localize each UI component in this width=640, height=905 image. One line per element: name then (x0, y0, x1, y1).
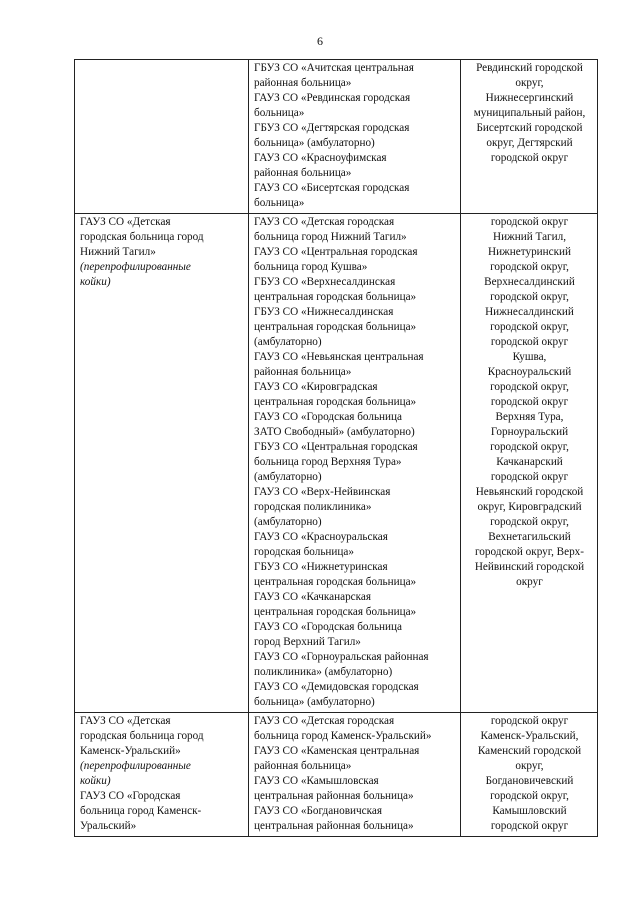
text-line: ГАУЗ СО «Детская (80, 715, 171, 727)
text-line: ГАУЗ СО «Камышловская (254, 775, 379, 787)
cell-attached-hospitals (249, 713, 461, 837)
text-line: Каменский городской (477, 745, 582, 757)
text-line: городская больница город (80, 730, 204, 742)
text-line: районная больница» (254, 77, 352, 89)
text-line: больница» (254, 107, 305, 119)
text-line: городской округ, (490, 441, 569, 453)
text-line: койки) (80, 775, 111, 787)
text-line: районная больница» (254, 760, 352, 772)
text-line: ГАУЗ СО «Богдановичская (254, 805, 382, 817)
text-line: ГАУЗ СО «Горноуральская районная (254, 651, 429, 663)
text-line: районная больница» (254, 167, 352, 179)
text-line: городской округ (490, 396, 569, 408)
text-line: Ревдинский городской (476, 62, 583, 74)
text-line: центральная городская больница» (254, 576, 417, 588)
text-line: ГАУЗ СО «Детская городская (254, 715, 395, 727)
text-line: городская поликлиника» (254, 501, 372, 513)
cell-receiving-hospital (75, 214, 249, 713)
text-line: городской округ, (490, 291, 569, 303)
text-line: округ, (515, 77, 544, 89)
text-line: больница город Каменск-Уральский» (254, 730, 432, 742)
text-line: Бисертский городской (476, 122, 583, 134)
text-line: ЗАТО Свободный» (амбулаторно) (254, 426, 415, 438)
text-line: Нижнесергинский (485, 92, 574, 104)
hospital-table (74, 59, 598, 837)
text-line: центральная городская больница» (254, 291, 417, 303)
text-line: городской округ (490, 820, 569, 832)
table-row (75, 713, 598, 837)
text-line: больница город Каменск- (80, 805, 202, 817)
text-line: Горноуральский (490, 426, 569, 438)
text-line: округ, Дегтярский (486, 137, 573, 149)
text-line: ГАУЗ СО «Городская больница (254, 411, 402, 423)
text-line: центральная районная больница» (254, 820, 414, 832)
text-line: (перепрофилированные (80, 261, 191, 273)
text-line: больница город Нижний Тагил» (254, 231, 407, 243)
text-line: городская больница» (254, 546, 354, 558)
text-line: городской округ, Верх- (475, 546, 584, 558)
text-line: ГАУЗ СО «Ревдинская городская (254, 92, 411, 104)
text-line: округ, (515, 760, 544, 772)
text-line: Невьянский городской (475, 486, 584, 498)
text-line: больница» (амбулаторно) (254, 696, 375, 708)
text-line: больница» (амбулаторно) (254, 137, 375, 149)
text-line: Нижнетуринский (487, 246, 572, 258)
cell-receiving-hospital (75, 60, 249, 214)
text-line: (амбулаторно) (254, 336, 322, 348)
text-line: ГАУЗ СО «Демидовская городская (254, 681, 419, 693)
text-line: Уральский» (80, 820, 137, 832)
text-line: Нижний Тагил» (80, 246, 156, 258)
text-line: ГБУЗ СО «Нижнесалдинская (254, 306, 394, 318)
table-row (75, 60, 598, 214)
table-row (75, 214, 598, 713)
text-line: Вехнетагильский (488, 531, 571, 543)
text-line: Верхняя Тура, (495, 411, 564, 423)
text-line: больница» (254, 197, 305, 209)
text-line: ГАУЗ СО «Невьянская центральная (254, 351, 424, 363)
text-line: городской округ, (490, 261, 569, 273)
text-line: центральная районная больница» (254, 790, 414, 802)
text-line: городской округ (490, 152, 569, 164)
text-line: больница город Кушва» (254, 261, 368, 273)
text-line: город Верхний Тагил» (254, 636, 361, 648)
text-line: ГАУЗ СО «Детская городская (254, 216, 395, 228)
text-line: ГАУЗ СО «Каменская центральная (254, 745, 420, 757)
text-line: Нейвинский городской (474, 561, 585, 573)
text-line: Нижний Тагил, (492, 231, 567, 243)
text-line: (амбулаторно) (254, 471, 322, 483)
cell-districts (461, 713, 598, 837)
text-line: Камышловский (492, 805, 567, 817)
text-line: городской округ (490, 471, 569, 483)
text-line: койки) (80, 276, 111, 288)
text-line: ГАУЗ СО «Верх-Нейвинская (254, 486, 391, 498)
text-line: ГАУЗ СО «Бисертская городская (254, 182, 410, 194)
page-number: 6 (317, 34, 323, 48)
text-line: Кушва, (512, 351, 547, 363)
text-line: ГАУЗ СО «Городская (80, 790, 181, 802)
text-line: Каменск-Уральский» (80, 745, 181, 757)
text-line: ГАУЗ СО «Кировградская (254, 381, 378, 393)
text-line: ГАУЗ СО «Красноуральская (254, 531, 388, 543)
text-line: Каменск-Уральский, (480, 730, 579, 742)
text-line: центральная городская больница» (254, 396, 417, 408)
text-line: районная больница» (254, 366, 352, 378)
cell-receiving-hospital (75, 713, 249, 837)
text-line: городской округ (490, 715, 569, 727)
text-line: округ (516, 576, 543, 588)
cell-districts (461, 60, 598, 214)
text-line: округ, Кировградский (477, 501, 582, 513)
text-line: Верхнесалдинский (484, 276, 575, 288)
text-line: ГБУЗ СО «Дегтярская городская (254, 122, 410, 134)
cell-attached-hospitals (249, 214, 461, 713)
text-line: ГАУЗ СО «Качканарская (254, 591, 372, 603)
cell-attached-hospitals (249, 60, 461, 214)
text-line: центральная городская больница» (254, 606, 417, 618)
text-line: городской округ, (490, 516, 569, 528)
cell-districts (461, 214, 598, 713)
text-line: городской округ, (490, 381, 569, 393)
text-line: поликлиника» (амбулаторно) (254, 666, 393, 678)
text-line: ГБУЗ СО «Верхнесалдинская (254, 276, 396, 288)
text-line: Нижнесалдинский (485, 306, 574, 318)
text-line: ГБУЗ СО «Нижнетуринская (254, 561, 388, 573)
text-line: городской округ (490, 216, 569, 228)
text-line: ГАУЗ СО «Городская больница (254, 621, 402, 633)
text-line: ГБУЗ СО «Ачитская центральная (254, 62, 414, 74)
text-line: ГАУЗ СО «Детская (80, 216, 171, 228)
text-line: Красноуральский (487, 366, 572, 378)
text-line: ГАУЗ СО «Красноуфимская (254, 152, 387, 164)
text-line: больница город Верхняя Тура» (254, 456, 402, 468)
text-line: городская больница город (80, 231, 204, 243)
text-line: (перепрофилированные (80, 760, 191, 772)
text-line: городской округ, (490, 790, 569, 802)
text-line: муниципальный район, (473, 107, 586, 119)
text-line: Богдановичевский (485, 775, 574, 787)
text-line: городской округ, (490, 321, 569, 333)
text-line: ГАУЗ СО «Центральная городская (254, 246, 418, 258)
text-line: центральная городская больница» (254, 321, 417, 333)
text-line: (амбулаторно) (254, 516, 322, 528)
text-line: Качканарский (496, 456, 563, 468)
text-line: ГБУЗ СО «Центральная городская (254, 441, 418, 453)
text-line: городской округ (490, 336, 569, 348)
